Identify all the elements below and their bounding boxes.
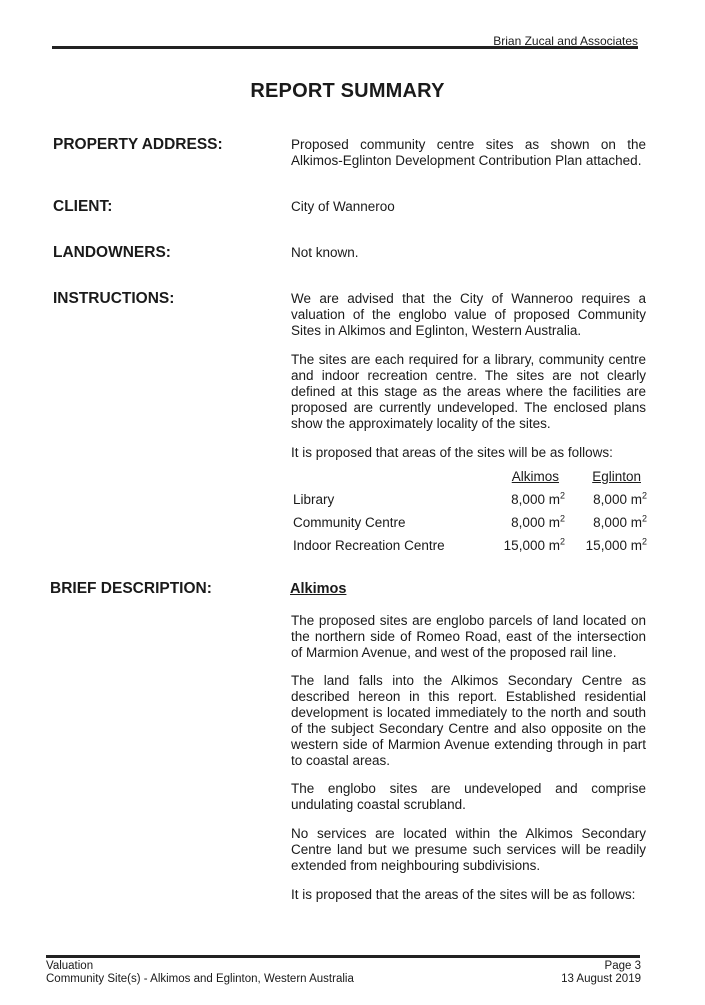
header-rule: [52, 46, 638, 49]
site-areas-table: [293, 465, 647, 557]
brief-description-label: BRIEF DESCRIPTION:: [50, 580, 212, 597]
table-row: [293, 488, 647, 511]
area-value-alkimos: 8,000 $m^2$: [511, 513, 565, 530]
table-row: [293, 534, 647, 557]
area-value-eglinton: 8,000 $m^2$: [593, 490, 647, 507]
page-number: Page 3: [604, 960, 641, 972]
client-text: City of Wanneroo: [291, 199, 395, 214]
instructions-paragraph-3: It is proposed that areas of the sites will be as follows:: [291, 445, 613, 460]
area-value-alkimos: 8,000 $m^2$: [511, 490, 565, 507]
instructions-paragraph-2: The sites are each required for a library, community centre and indoor recreation centre. The sites are not clearly defined at this stage as the areas where the facilities are proposed are currently undeveloped. The enclosed plans show the approximately locality of the sites.: [291, 352, 646, 431]
footer-date: 13 August 2019: [561, 973, 641, 985]
brief-paragraph-4: No services are located within the Alkimos Secondary Centre land but we presume such services will be readily extended from neighbouring subdivisions.: [291, 826, 646, 873]
page-title: REPORT SUMMARY: [250, 80, 445, 102]
footer-left: [46, 960, 354, 986]
alkimos-subheading: Alkimos: [290, 581, 347, 597]
footer-doc-title: Community Site(s) - Alkimos and Eglinton, Western Australia: [46, 973, 354, 985]
area-value-alkimos: 15,000 $m^2$: [503, 536, 565, 553]
column-header-eglinton: Eglinton: [592, 469, 641, 484]
footer-right: [561, 960, 641, 986]
brief-paragraph-2: The land falls into the Alkimos Secondary Centre as described hereon in this report. Established residential development is located immediately to the north and south of the subject Secondary Centre and also opposite on the western side of Marmion Avenue extending through in part to coastal areas.: [291, 673, 646, 768]
landowners-label: LANDOWNERS:: [53, 244, 171, 261]
property-address-text: Proposed community centre sites as shown on the Alkimos-Eglinton Development Contribution Plan attached.: [291, 137, 646, 168]
brief-paragraph-5: It is proposed that the areas of the sites will be as follows:: [291, 887, 636, 902]
landowners-text: Not known.: [291, 245, 359, 260]
row-name: Indoor Recreation Centre: [293, 538, 445, 553]
table-row: [293, 511, 647, 534]
brief-paragraph-3: The englobo sites are undeveloped and comprise undulating coastal scrubland.: [291, 781, 646, 812]
instructions-label: INSTRUCTIONS:: [53, 290, 175, 307]
area-value-eglinton: 15,000 $m^2$: [585, 536, 647, 553]
area-value-eglinton: 8,000 $m^2$: [593, 513, 647, 530]
instructions-paragraph-1: We are advised that the City of Wanneroo requires a valuation of the englobo value of proposed Community Sites in Alkimos and Eglinton, Western Australia.: [291, 291, 646, 338]
footer-doc-type: Valuation: [46, 960, 94, 972]
brief-paragraph-1: The proposed sites are englobo parcels of land located on the northern side of Romeo Road, east of the intersection of Marmion Avenue, and west of the proposed rail line.: [291, 613, 646, 660]
header-firm-name: Brian Zucal and Associates: [493, 34, 638, 48]
column-header-alkimos: Alkimos: [511, 469, 559, 484]
client-label: CLIENT:: [53, 198, 113, 215]
row-name: Community Centre: [293, 515, 406, 530]
property-address-label: PROPERTY ADDRESS:: [53, 136, 223, 153]
row-name: Library: [293, 492, 335, 507]
footer-rule: [46, 955, 640, 958]
